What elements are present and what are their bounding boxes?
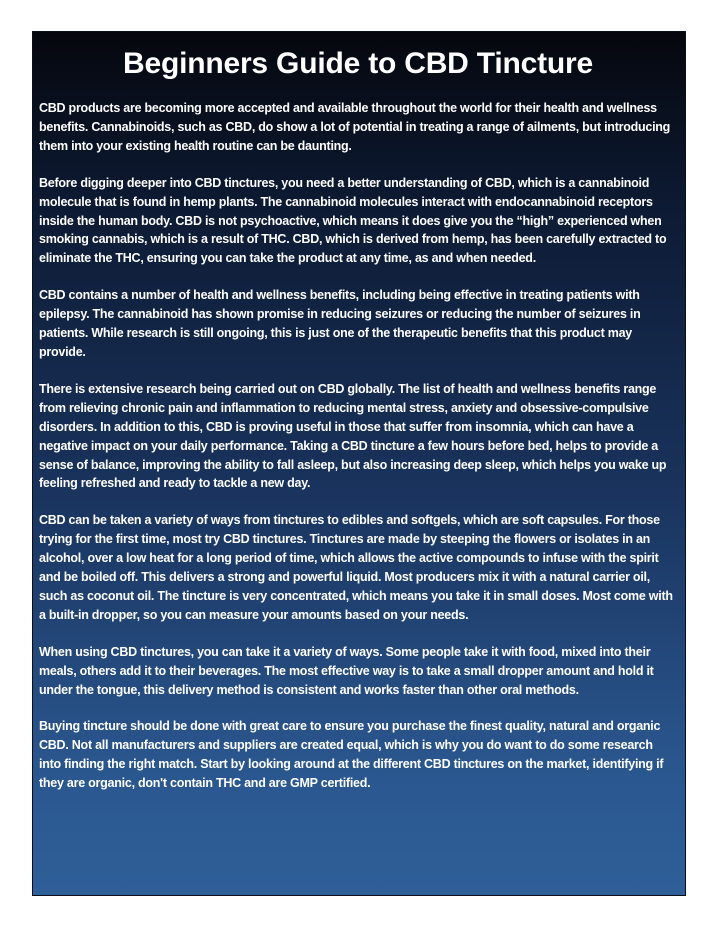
document-panel <box>32 31 686 896</box>
paragraph-buying-tincture: Buying tincture should be done with great care to ensure you purchase the finest quality, natural and organic CBD. Not all manufacturers and suppliers are created equal, which is why you do want to do some research into finding the right match. Start by looking around at the different CBD tinctures on the market, identifying if they are organic, don't contain THC and are GMP certified. <box>39 719 664 791</box>
document-title: Beginners Guide to CBD Tincture <box>123 47 593 80</box>
paragraph-using-tinctures: When using CBD tinctures, you can take it a variety of ways. Some people take it with food, mixed into their meals, others add it to their beverages. The most effective way is to take a small dropper amount and hold it under the tongue, this delivery method is consistent and works faster than other oral methods. <box>39 644 654 697</box>
paragraph-health-benefits: CBD contains a number of health and wellness benefits, including being effective in treating patients with epilepsy. The cannabinoid has shown promise in reducing seizures or reducing the number of seizures in patients. While research is still ongoing, this is just one of the therapeutic benefits that this product may provide. <box>39 288 641 359</box>
paragraph-what-is-cbd: Before digging deeper into CBD tinctures, you need a better understanding of CBD, which is a cannabinoid molecule that is found in hemp plants. The cannabinoid molecules interact with endocannabinoid receptors inside the human body. CBD is not psychoactive, which means it does give you the “high” experienced when smoking cannabis, which is a result of THC. CBD, which is derived from hemp, has been carefully extracted to eliminate the THC, ensuring you can take the product at any time, as and when needed. <box>39 175 667 266</box>
document-body <box>39 99 677 793</box>
paragraph-research: There is extensive research being carried out on CBD globally. The list of health and wellness benefits range from relieving chronic pain and inflammation to reducing mental stress, anxiety and obsessive-compulsive disorders. In addition to this, CBD is proving useful in those that suffer from insomnia, which can have a negative impact on your daily performance. Taking a CBD tincture a few hours before bed, helps to provide a sense of balance, improving the ability to fall asleep, but also increasing deep sleep, which helps you wake up feeling refreshed and ready to tackle a new day. <box>39 381 667 491</box>
paragraph-ways-to-take: CBD can be taken a variety of ways from tinctures to edibles and softgels, which are soft capsules. For those trying for the first time, most try CBD tinctures. Tinctures are made by steeping the flowers or isolates in an alcohol, over a low heat for a long period of time, which allows the active compounds to infuse with the spirit and be boiled off. This delivers a strong and powerful liquid. Most producers mix it with a natural carrier oil, such as coconut oil. The tincture is very concentrated, which means you take it in small doses. Most come with a built-in dropper, so you can measure your amounts based on your needs. <box>39 513 673 622</box>
paragraph-intro: CBD products are becoming more accepted and available throughout the world for their health and wellness benefits. Cannabinoids, such as CBD, do show a lot of potential in treating a range of ailments, but introducing them into your existing health routine can be daunting. <box>39 101 671 153</box>
